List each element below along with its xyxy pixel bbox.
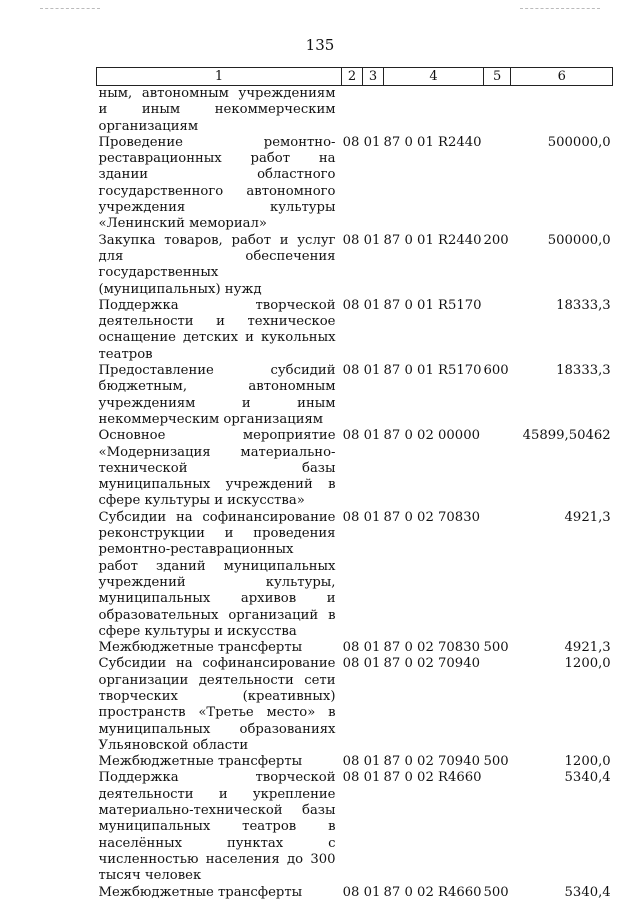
table-row <box>97 656 613 754</box>
row-expense-type: 500 <box>483 754 509 770</box>
row-section: 08 <box>342 363 360 379</box>
row-target-article: 87 0 02 70830 <box>383 640 480 656</box>
row-target-article: 87 0 02 R4660 <box>383 884 482 900</box>
row-target-article: 87 0 01 R2440 <box>383 232 482 248</box>
table-row <box>97 86 613 135</box>
column-header-section: 2 <box>342 68 363 86</box>
row-section: 08 <box>342 640 360 656</box>
page-number: 135 <box>305 36 335 54</box>
row-amount: 5340,4 <box>564 770 611 786</box>
row-expense-type: 200 <box>483 232 509 248</box>
row-target-article: 87 0 02 70940 <box>383 754 480 770</box>
row-section: 08 <box>342 134 360 150</box>
row-target-article <box>384 86 484 135</box>
table-row <box>97 885 613 901</box>
row-name: Субсидии на софинансирование реконструкции и проведения ремонтно-реставрационных работ зданий муниципальных учреждений культуры, муниципальных архивов и образовательных организаций в сфере культуры и искусства <box>98 509 336 639</box>
table-row <box>97 510 613 640</box>
row-section: 08 <box>342 754 360 770</box>
scan-edge-mark <box>520 8 600 10</box>
row-expense-type: 500 <box>483 640 509 656</box>
row-name: ным, автономным учреждениям и иным некоммерческим организациям <box>98 86 336 134</box>
row-section: 08 <box>342 884 360 900</box>
row-subsection: 01 <box>363 134 381 150</box>
row-amount: 45899,50462 <box>522 428 611 444</box>
row-expense-type <box>484 510 511 640</box>
row-section <box>342 86 363 135</box>
row-section: 08 <box>342 297 360 313</box>
row-target-article: 87 0 02 00000 <box>383 428 480 444</box>
column-header-subsection: 3 <box>363 68 384 86</box>
row-target-article: 87 0 02 70830 <box>383 509 480 525</box>
row-subsection: 01 <box>363 297 381 313</box>
table-row <box>97 754 613 770</box>
row-name: Поддержка творческой деятельности и техническое оснащение детских и кукольных театров <box>98 297 336 362</box>
row-target-article: 87 0 01 R2440 <box>383 134 482 150</box>
row-target-article: 87 0 02 70940 <box>383 656 480 672</box>
row-subsection: 01 <box>363 509 381 525</box>
column-header-expense-type: 5 <box>484 68 511 86</box>
table-row <box>97 135 613 233</box>
row-section: 08 <box>342 428 360 444</box>
column-header-name: 1 <box>97 68 342 86</box>
row-section: 08 <box>342 509 360 525</box>
row-name: Субсидии на софинансирование организации деятельности сети творческих (креативных) пространств «Третье место» в муниципальных образованиях Ульяновской области <box>98 656 336 753</box>
row-subsection: 01 <box>363 770 381 786</box>
row-amount: 1200,0 <box>564 656 611 672</box>
row-name: Основное мероприятие «Модернизация материально-технической базы муниципальных учреждений в сфере культуры и искусства» <box>98 428 336 509</box>
row-section: 08 <box>342 656 360 672</box>
table-body <box>97 86 613 901</box>
row-expense-type <box>484 86 511 135</box>
table-row <box>97 363 613 428</box>
row-amount: 500000,0 <box>547 134 611 150</box>
row-expense-type <box>484 428 511 509</box>
header-row <box>97 68 613 86</box>
row-amount: 18333,3 <box>556 363 611 379</box>
row-target-article: 87 0 02 R4660 <box>383 770 482 786</box>
row-expense-type: 600 <box>483 363 509 379</box>
row-expense-type: 500 <box>483 884 509 900</box>
row-amount: 4921,3 <box>564 640 611 656</box>
row-expense-type <box>484 656 511 754</box>
scan-edge-mark <box>40 8 100 10</box>
row-subsection <box>363 86 384 135</box>
row-subsection: 01 <box>363 428 381 444</box>
row-name: Проведение ремонтно-реставрационных работ на здании областного государственного автономного учреждения культуры «Ленинский мемориал» <box>98 134 336 232</box>
row-expense-type <box>484 298 511 363</box>
row-target-article: 87 0 01 R5170 <box>383 363 482 379</box>
row-amount: 18333,3 <box>556 297 611 313</box>
row-name: Предоставление субсидий бюджетным, автономным учреждениям и иным некоммерческим организациям <box>98 363 336 427</box>
table-header <box>97 68 613 86</box>
column-header-target-article: 4 <box>384 68 484 86</box>
row-subsection: 01 <box>363 232 381 248</box>
row-name: Межбюджетные трансферты <box>98 754 303 770</box>
row-name: Межбюджетные трансферты <box>98 640 303 656</box>
column-header-amount: 6 <box>511 68 613 86</box>
row-target-article: 87 0 01 R5170 <box>383 297 482 313</box>
table-row <box>97 640 613 656</box>
table-row <box>97 298 613 363</box>
row-subsection: 01 <box>363 640 381 656</box>
table-row <box>97 428 613 509</box>
row-amount: 500000,0 <box>547 232 611 248</box>
row-amount <box>511 86 613 135</box>
row-amount: 5340,4 <box>564 884 611 900</box>
row-name: Закупка товаров, работ и услуг для обеспечения государственных (муниципальных) нужд <box>98 232 336 297</box>
budget-table <box>96 67 613 901</box>
row-amount: 1200,0 <box>564 754 611 770</box>
row-section: 08 <box>342 770 360 786</box>
row-name: Межбюджетные трансферты <box>98 884 303 900</box>
table-row <box>97 233 613 298</box>
row-subsection: 01 <box>363 884 381 900</box>
row-subsection: 01 <box>363 363 381 379</box>
row-subsection: 01 <box>363 656 381 672</box>
row-expense-type <box>484 135 511 233</box>
table-row <box>97 770 613 884</box>
row-subsection: 01 <box>363 754 381 770</box>
row-name: Поддержка творческой деятельности и укрепление материально-технической базы муниципальных театров в населённых пунктах с численностью населения до 300 тысяч человек <box>98 770 336 884</box>
row-section: 08 <box>342 232 360 248</box>
row-amount: 4921,3 <box>564 509 611 525</box>
row-expense-type <box>484 770 511 884</box>
